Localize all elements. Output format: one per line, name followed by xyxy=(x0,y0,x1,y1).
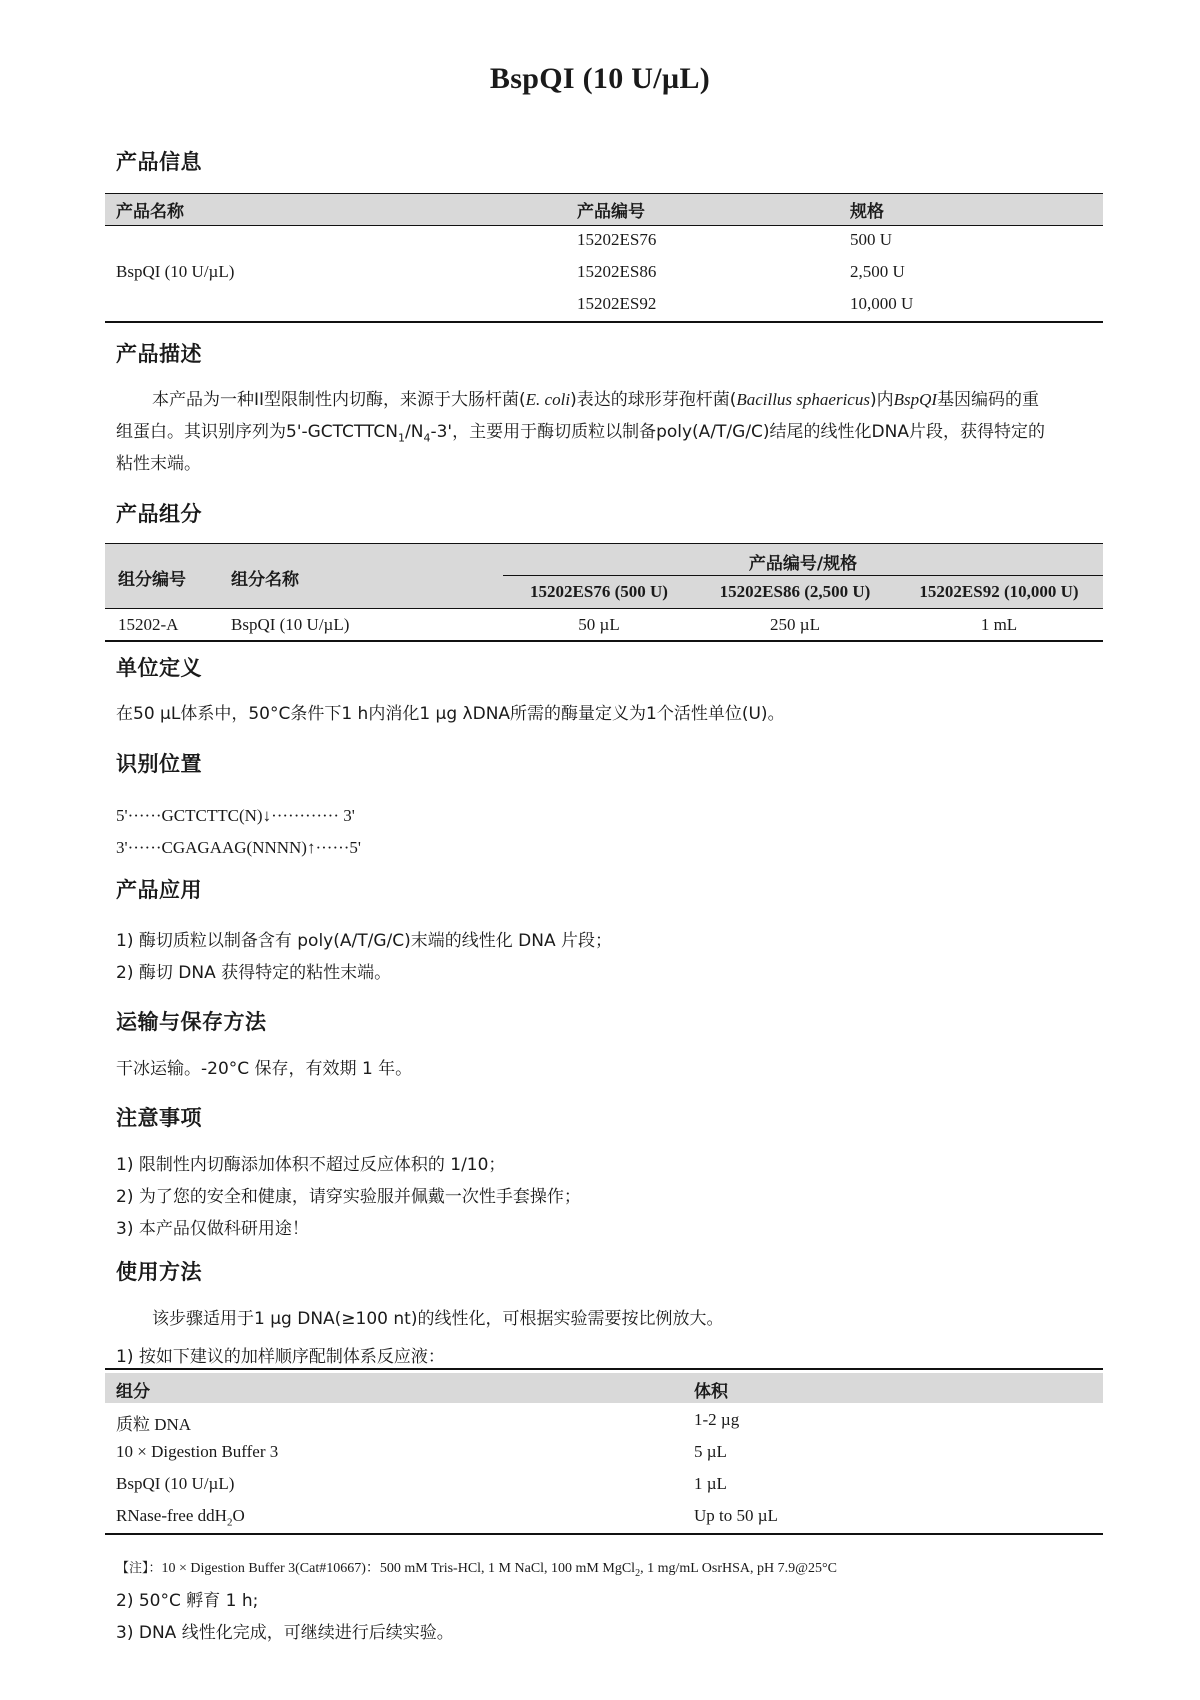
note-item: 3) 本产品仅做科研用途！ xyxy=(116,1219,309,1239)
product-code-cell: 15202ES86 xyxy=(577,262,657,281)
header-es76: 15202ES76 (500 U) xyxy=(530,582,668,601)
header-component: 组分 xyxy=(116,1382,150,1402)
group-sub-rule xyxy=(503,575,1103,576)
application-item: 1) 酶切质粒以制备含有 poly(A/T/G/C)末端的线性化 DNA 片段； xyxy=(116,931,612,951)
heading-components: 产品组分 xyxy=(116,502,202,526)
reaction-component-cell: 10 × Digestion Buffer 3 xyxy=(116,1442,279,1461)
ecoli-italic: E. coli xyxy=(525,390,571,409)
table-bottom-rule xyxy=(105,640,1103,642)
description-line-3: 粘性末端。 xyxy=(116,454,201,474)
note-item: 1) 限制性内切酶添加体积不超过反应体积的 1/10； xyxy=(116,1155,506,1175)
usage-step-2: 2) 50°C 孵育 1 h; xyxy=(116,1591,259,1611)
note-label: 【注】： xyxy=(116,1561,162,1576)
storage-text: 干冰运输。-20°C 保存，有效期 1 年。 xyxy=(116,1059,413,1079)
usage-step-3: 3) DNA 线性化完成，可继续进行后续实验。 xyxy=(116,1623,454,1643)
spec-cell: 500 U xyxy=(850,230,893,249)
product-code-cell: 15202ES92 xyxy=(577,294,657,313)
buffer-note: 【注】：10 × Digestion Buffer 3(Cat#10667)：500 mM Tris-HCl, 1 M NaCl, 100 mM MgCl$_2$, 1 mg/mL OsrHSA, pH 7.9@25°C xyxy=(116,1561,837,1579)
gene-italic: BspQI xyxy=(893,390,938,409)
reaction-volume-cell: 1 µL xyxy=(694,1474,727,1493)
header-volume: 体积 xyxy=(694,1382,728,1402)
bacillus-italic: Bacillus sphaericus xyxy=(736,390,870,409)
spec-cell: 2,500 U xyxy=(850,262,905,281)
table-header-rule xyxy=(105,225,1103,226)
header-es86: 15202ES86 (2,500 U) xyxy=(719,582,871,601)
heading-product-info: 产品信息 xyxy=(116,150,202,174)
header-component-name: 组分名称 xyxy=(231,570,299,590)
application-item: 2) 酶切 DNA 获得特定的粘性末端。 xyxy=(116,963,392,983)
volume-es92-cell: 1 mL xyxy=(980,615,1018,634)
description-line-1: 本产品为一种II型限制性内切酶，来源于大肠杆菌(E. coli)表达的球形芽孢杆菌(Bacillus sphaericus)内BspQI基因编码的重 xyxy=(152,390,1040,410)
usage-step-1: 1) 按如下建议的加样顺序配制体系反应液： xyxy=(116,1347,445,1367)
heading-unit-definition: 单位定义 xyxy=(116,656,202,680)
page-title: BspQI (10 U/µL) xyxy=(489,62,711,95)
header-spec: 规格 xyxy=(850,202,884,222)
volume-es76-cell: 50 µL xyxy=(578,615,620,634)
recognition-bottom-strand: 3'······CGAGAAG(NNNN)↑······5' xyxy=(116,838,361,857)
unit-definition-text: 在50 µL体系中，50°C条件下1 h内消化1 µg λDNA所需的酶量定义为1个活性单位(U)。 xyxy=(116,704,785,724)
component-code-cell: 15202-A xyxy=(118,615,179,634)
header-product-code: 产品编号 xyxy=(577,202,645,222)
product-name-cell: BspQI (10 U/µL) xyxy=(116,262,235,281)
header-product-name: 产品名称 xyxy=(116,202,184,222)
heading-application: 产品应用 xyxy=(116,878,202,902)
heading-storage: 运输与保存方法 xyxy=(116,1010,267,1034)
table-bottom-rule xyxy=(105,321,1103,323)
description-line-2: 组蛋白。其识别序列为$5'-GCTCTTCN_1/N_4-3'$，主要用于酶切质粒以制备poly(A/T/G/C)结尾的线性化DNA片段，获得特定的 xyxy=(116,422,1045,445)
reaction-component-cell: RNase-free ddH$_2$O xyxy=(116,1506,245,1529)
header-component-code: 组分编号 xyxy=(118,570,186,590)
note-item: 2) 为了您的安全和健康，请穿实验服并佩戴一次性手套操作； xyxy=(116,1187,581,1207)
heading-usage: 使用方法 xyxy=(116,1260,202,1284)
reaction-volume-cell: 1-2 µg xyxy=(694,1410,740,1429)
component-name-cell: BspQI (10 U/µL) xyxy=(231,615,350,634)
reaction-component-cell: BspQI (10 U/µL) xyxy=(116,1474,235,1493)
reaction-component-cell: 质粒 DNA xyxy=(116,1415,192,1434)
reaction-volume-cell: 5 µL xyxy=(694,1442,727,1461)
heading-recognition: 识别位置 xyxy=(116,752,202,776)
heading-notes: 注意事项 xyxy=(116,1106,202,1130)
reaction-volume-cell: Up to 50 µL xyxy=(694,1506,778,1525)
table-bottom-rule xyxy=(105,1533,1103,1535)
heading-description: 产品描述 xyxy=(116,342,202,366)
header-es92: 15202ES92 (10,000 U) xyxy=(919,582,1079,601)
recognition-top-strand: 5'······GCTCTTC(N)↓············ 3' xyxy=(116,806,355,825)
header-code-spec-group: 产品编号/规格 xyxy=(748,554,858,574)
table-header-rule xyxy=(105,608,1103,609)
volume-es86-cell: 250 µL xyxy=(770,615,820,634)
table-top-rule xyxy=(105,1368,1103,1370)
spec-cell: 10,000 U xyxy=(850,294,914,313)
table-header-band xyxy=(105,1373,1103,1403)
usage-intro: 该步骤适用于1 µg DNA(≥100 nt)的线性化，可根据实验需要按比例放大。 xyxy=(152,1309,724,1329)
product-code-cell: 15202ES76 xyxy=(577,230,657,249)
